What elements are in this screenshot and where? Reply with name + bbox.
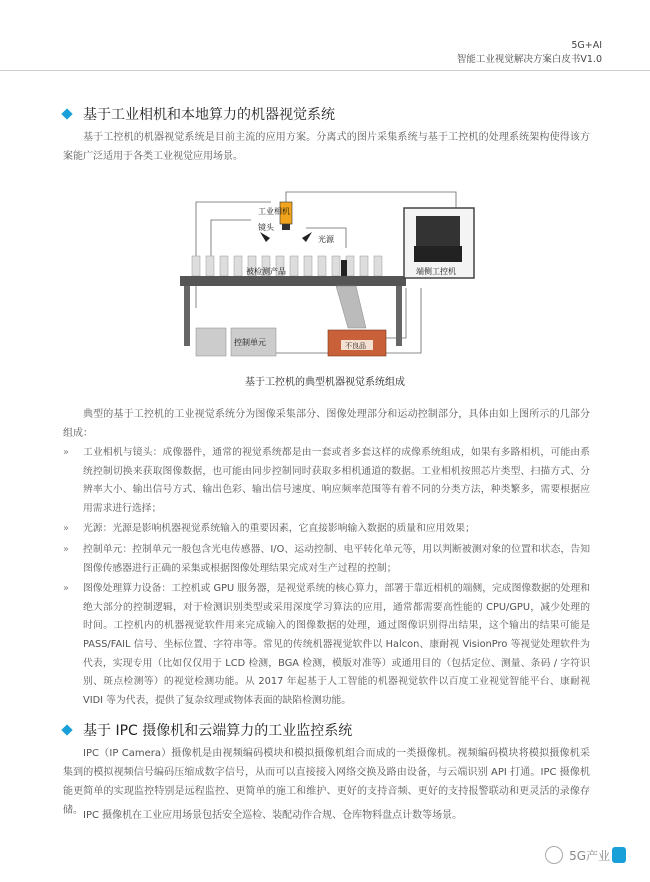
page-header	[457, 39, 602, 67]
machine-vision-diagram	[176, 188, 476, 366]
header-line2: 智能工业视觉解决方案白皮书V1.0	[456, 54, 602, 65]
diagram-ipc-label: 端侧工控机	[416, 267, 456, 276]
brand-badge-icon	[612, 847, 626, 863]
bullet-marker-icon: »	[63, 523, 69, 535]
watermark	[545, 846, 626, 864]
bullet-marker-icon: »	[63, 583, 69, 595]
watermark-text: 5G产业	[569, 848, 610, 863]
section2-para2: IPC 摄像机在工业应用场景包括安全巡检、装配动作合规、仓库物料盘点计数等场景。	[83, 810, 463, 821]
section2-para1: IPC（IP Camera）摄像机是由视频编码模块和模拟摄像机组合而成的一类摄像机。视频编码模块将模拟摄像机采集到的模拟视频信号编码压缩成数字信号，从而可以直接接入网络交换及路由设备，与云端识别 API 打通。IPC 摄像机能更简单的实现监控特别是远程监控、更简单的施工和维护、更好的支持音频、更好的支持报警联动和更灵活的录像存储。	[63, 748, 590, 816]
section2-heading	[63, 720, 352, 740]
bullet-text: 控制单元：控制单元一般包含光电传感器、I/O、运动控制、电平转化单元等，用以判断被测对象的位置和状态，告知图像传感器进行正确的采集或根据图像处理结果完成对生产过程的控制；	[83, 543, 590, 574]
section1-bullet-list	[63, 444, 590, 712]
diagram-lens-label: 镜头	[258, 223, 274, 232]
header-line1: 5G+AI	[571, 40, 602, 51]
section1-para2: 典型的基于工控机的工业视觉系统分为图像采集部分、图像处理部分和运动控制部分，具体由如上图所示的几部分组成：	[63, 409, 590, 439]
section1-heading	[63, 104, 335, 124]
section1-intro: 基于工控机的机器视觉系统是目前主流的应用方案。分离式的图片采集系统与基于工控机的处理系统架构使得该方案能广泛适用于各类工业视觉应用场景。	[63, 132, 590, 162]
section1-title: 基于工业相机和本地算力的机器视觉系统	[83, 107, 335, 123]
bullet-text: 工业相机与镜头：成像器件，通常的视觉系统都是由一套或者多套这样的成像系统组成，如果有多路相机，可能由系统控制切换来获取图像数据，也可能由同步控制同时获取多相机通道的数据。工业相机按照芯片类型、扫描方式、分辨率大小、输出信号方式、输出色彩、输出信号速度、响应频率范围等有着不同的分类方法，种类繁多，需要根据应用需求进行选择；	[83, 447, 590, 514]
diamond-bullet-icon	[61, 724, 72, 735]
list-item	[63, 520, 590, 539]
bullet-text: 图像处理算力设备：工控机或 GPU 服务器，是视觉系统的核心算力，部署于靠近相机的端侧，完成图像数据的处理和绝大部分的控制逻辑，对于检测识别类型或采用深度学习算法的应用，通常都需要高性能的 CPU/GPU，减少处理的时间。工控机内的机器视觉软件用来完成输入的图像数据的处理，通过图像识别得出结果，这个输出的结果可能是 PASS/FAIL 信号、坐标位置、字符串等。常见的传统机器视觉软件以 Halcon、康耐视 VisionPro 等视觉处理软件为代表，实现专用（比如仅仅用于 LCD 检测，BGA 检测，模版对准等）或通用目的（包括定位、测量、条码 / 字符识别、斑点检测等）的视觉检测功能。从 2017 年起基于人工智能的机器视觉软件以百度工业视觉智能平台、康耐视 VIDI 等为代表，提供了复杂纹理或物体表面的缺陷检测功能。	[83, 583, 590, 706]
list-item	[63, 444, 590, 518]
list-item	[63, 580, 590, 710]
bullet-marker-icon: »	[63, 447, 69, 458]
diagram-light-label: 光源	[318, 235, 334, 244]
diagram-control-label: 控制单元	[234, 338, 266, 347]
bullet-text: 光源：光源是影响机器视觉系统输入的重要因素，它直接影响输入数据的质量和应用效果；	[83, 523, 475, 535]
list-item	[63, 541, 590, 578]
diamond-bullet-icon	[61, 108, 72, 119]
section2-title: 基于 IPC 摄像机和云端算力的工业监控系统	[83, 723, 353, 739]
wechat-icon	[545, 846, 563, 864]
header-divider	[0, 70, 650, 71]
diagram-reject-label: 不良品	[345, 343, 366, 350]
figure-caption: 基于工控机的典型机器视觉系统组成	[245, 377, 405, 388]
diagram-camera-label: 工业相机	[258, 207, 290, 216]
bullet-marker-icon: »	[63, 543, 69, 555]
diagram-detected-label: 被检测产品	[246, 267, 286, 276]
